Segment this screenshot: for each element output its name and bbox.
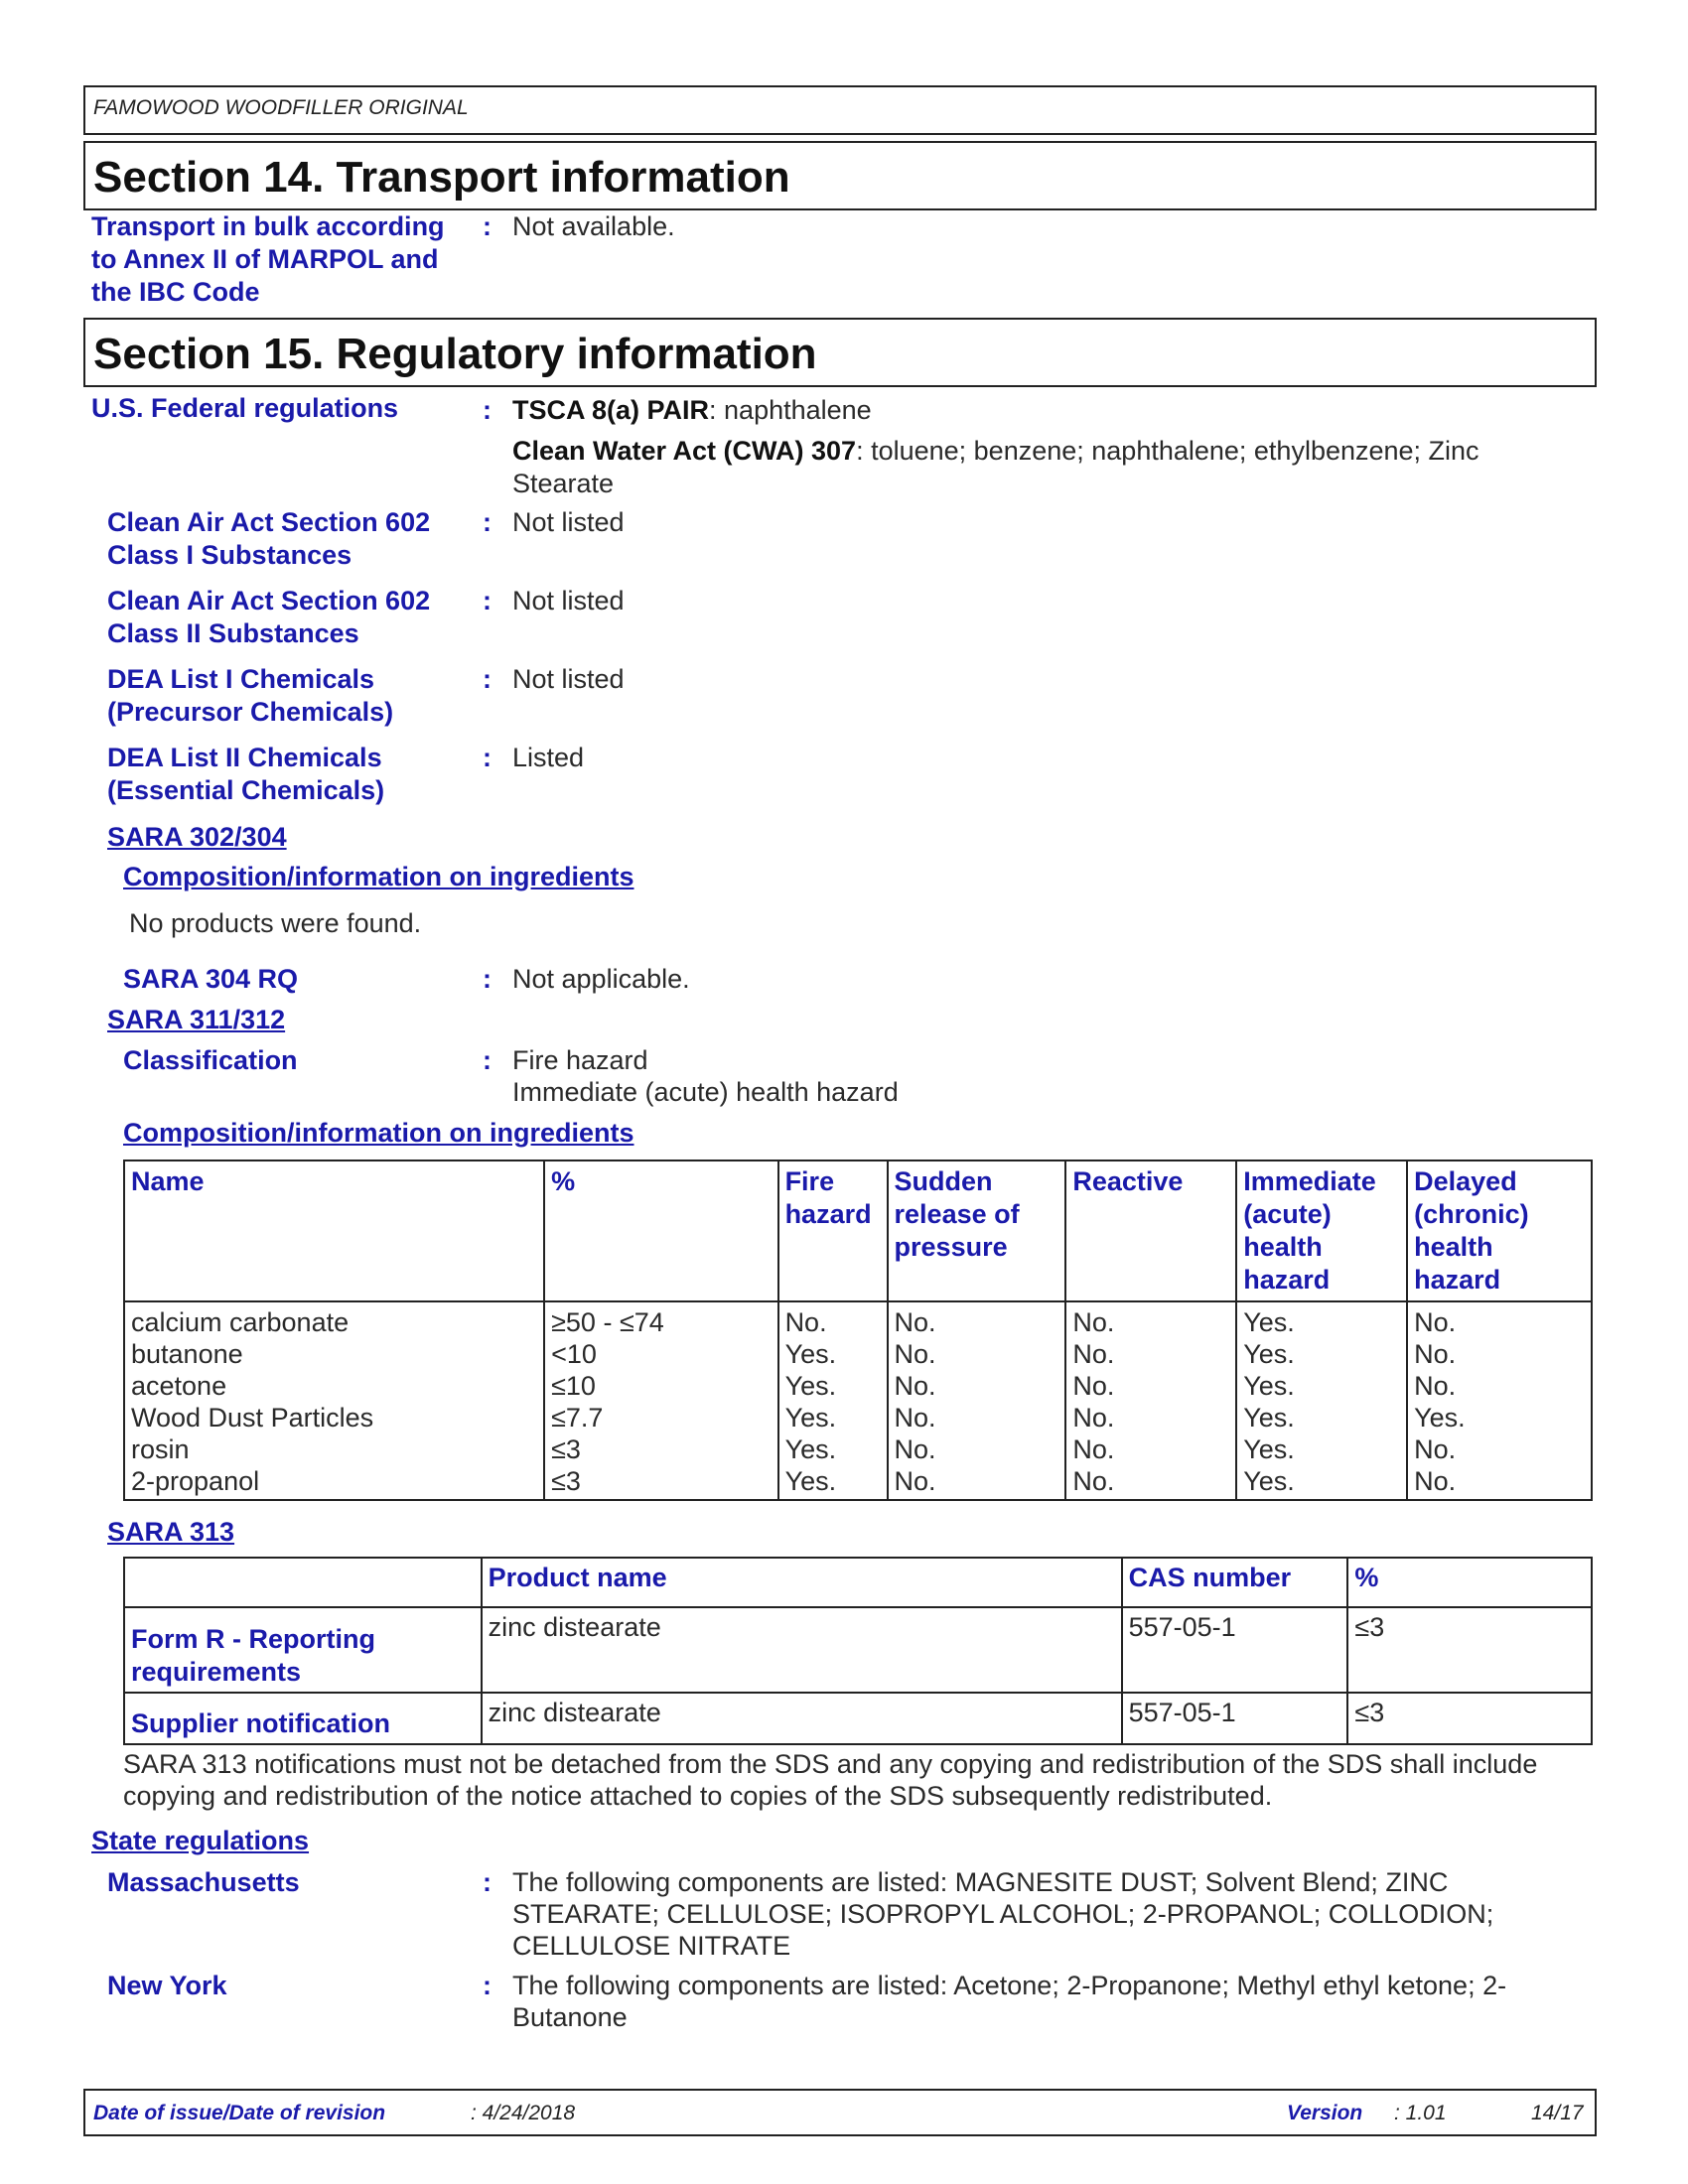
- cell: ≤10: [544, 1370, 777, 1402]
- caa-class-2-label: Clean Air Act Section 602 Class II Substances: [107, 586, 431, 648]
- table-row: [124, 1607, 1592, 1693]
- table-row: [124, 1301, 1592, 1338]
- colon: :: [483, 1045, 492, 1075]
- classification-label: Classification: [123, 1045, 298, 1075]
- composition-heading-2: Composition/information on ingredients: [123, 1118, 634, 1148]
- caa-class-1-label: Clean Air Act Section 602 Class I Substances: [107, 507, 431, 570]
- section-14-heading: Section 14. Transport information: [83, 141, 1597, 210]
- row-label-form-r: Form R - Reporting requirements: [124, 1607, 482, 1693]
- cell: Yes.: [1236, 1338, 1407, 1370]
- colon: :: [483, 1971, 492, 2000]
- cell: No.: [1407, 1338, 1592, 1370]
- cell: No.: [1065, 1433, 1236, 1465]
- sara-304-rq-value: Not applicable.: [512, 964, 690, 994]
- section-15-heading: Section 15. Regulatory information: [83, 318, 1597, 387]
- date-value: : 4/24/2018: [471, 2102, 576, 2124]
- sara-311-312-heading: SARA 311/312: [107, 1005, 286, 1034]
- table-header-row: [124, 1558, 1592, 1607]
- col-header-percent: %: [544, 1160, 777, 1301]
- tsca-line: [512, 394, 1555, 427]
- cell: No.: [1407, 1370, 1592, 1402]
- cell: Yes.: [1236, 1433, 1407, 1465]
- cwa-label: Clean Water Act (CWA) 307: [512, 436, 857, 466]
- colon: :: [483, 395, 492, 425]
- col-header-immediate-hazard: Immediate (acute) health hazard: [1236, 1160, 1407, 1301]
- cell: Yes.: [778, 1402, 888, 1433]
- dea-list-2-value: Listed: [512, 743, 585, 772]
- cell: zinc distearate: [482, 1693, 1122, 1744]
- col-header-blank: [124, 1558, 482, 1607]
- dea-list-1-value: Not listed: [512, 664, 625, 694]
- cwa-line: [512, 435, 1525, 500]
- col-header-cas-number: CAS number: [1122, 1558, 1348, 1607]
- new-york-label: New York: [107, 1971, 227, 2000]
- col-header-name: Name: [124, 1160, 544, 1301]
- version-value: : 1.01: [1394, 2102, 1447, 2124]
- col-header-sudden-release: Sudden release of pressure: [888, 1160, 1066, 1301]
- cell: No.: [888, 1402, 1066, 1433]
- col-header-fire-hazard: Fire hazard: [778, 1160, 888, 1301]
- date-label: Date of issue/Date of revision: [93, 2102, 386, 2124]
- cell: Yes.: [1236, 1465, 1407, 1500]
- bulk-transport-label: Transport in bulk according to Annex II of MARPOL and the IBC Code: [91, 211, 445, 307]
- table-row: [124, 1402, 1592, 1433]
- product-name: FAMOWOOD WOODFILLER ORIGINAL: [93, 96, 469, 119]
- cell: No.: [1407, 1465, 1592, 1500]
- table-row: [124, 1693, 1592, 1744]
- cell: No.: [888, 1433, 1066, 1465]
- table-header-row: [124, 1160, 1592, 1301]
- table-row: [124, 1370, 1592, 1402]
- cwa-value: : toluene; benzene; naphthalene; ethylbenzene; Zinc Stearate: [512, 436, 1479, 498]
- cell: No.: [1407, 1433, 1592, 1465]
- col-header-percent: %: [1347, 1558, 1592, 1607]
- cell: 2-propanol: [124, 1465, 544, 1500]
- cell: acetone: [124, 1370, 544, 1402]
- cell: 557-05-1: [1122, 1607, 1348, 1693]
- colon: :: [483, 1867, 492, 1897]
- cell: No.: [1065, 1402, 1236, 1433]
- tsca-value: : naphthalene: [709, 395, 872, 425]
- new-york-value: The following components are listed: Acetone; 2-Propanone; Methyl ethyl ketone; 2-Butanone: [512, 1971, 1507, 2032]
- colon: :: [483, 586, 492, 615]
- cell: rosin: [124, 1433, 544, 1465]
- version-label: Version: [1287, 2102, 1363, 2124]
- colon: :: [483, 507, 492, 537]
- cell: ≤7.7: [544, 1402, 777, 1433]
- cell: <10: [544, 1338, 777, 1370]
- composition-hazard-table: [123, 1160, 1593, 1501]
- table-row: [124, 1433, 1592, 1465]
- no-products-text: No products were found.: [129, 908, 422, 938]
- caa-class-1-value: Not listed: [512, 507, 625, 537]
- cell: No.: [778, 1301, 888, 1338]
- colon: :: [483, 964, 492, 994]
- colon: :: [483, 211, 492, 241]
- cell: zinc distearate: [482, 1607, 1122, 1693]
- massachusetts-label: Massachusetts: [107, 1867, 300, 1897]
- dea-list-1-label: DEA List I Chemicals (Precursor Chemicals): [107, 664, 394, 727]
- sara-313-table: [123, 1557, 1593, 1745]
- cell: ≤3: [544, 1465, 777, 1500]
- cell: No.: [1065, 1465, 1236, 1500]
- cell: ≤3: [1347, 1693, 1592, 1744]
- cell: No.: [888, 1301, 1066, 1338]
- cell: Yes.: [1236, 1370, 1407, 1402]
- sara-304-rq-label: SARA 304 RQ: [123, 964, 299, 994]
- sara-313-heading: SARA 313: [107, 1517, 235, 1547]
- cell: Yes.: [778, 1338, 888, 1370]
- document-header: [83, 85, 1597, 135]
- cell: Yes.: [1407, 1402, 1592, 1433]
- row-label-supplier-notification: Supplier notification: [124, 1693, 482, 1744]
- massachusetts-value: The following components are listed: MAGNESITE DUST; Solvent Blend; ZINC STEARATE; CELLULOSE; ISOPROPYL ALCOHOL; 2-PROPANOL; COLLODION; CELLULOSE NITRATE: [512, 1867, 1494, 1961]
- cell: Yes.: [778, 1370, 888, 1402]
- tsca-label: TSCA 8(a) PAIR: [512, 395, 710, 425]
- classification-value-2: Immediate (acute) health hazard: [512, 1077, 899, 1107]
- cell: calcium carbonate: [124, 1301, 544, 1338]
- cell: Wood Dust Particles: [124, 1402, 544, 1433]
- document-footer: [83, 2089, 1597, 2136]
- col-header-product-name: Product name: [482, 1558, 1122, 1607]
- col-header-delayed-hazard: Delayed (chronic) health hazard: [1407, 1160, 1592, 1301]
- cell: 557-05-1: [1122, 1693, 1348, 1744]
- cell: Yes.: [1236, 1301, 1407, 1338]
- table-row: [124, 1465, 1592, 1500]
- cell: No.: [888, 1465, 1066, 1500]
- page-number: 14/17: [1531, 2102, 1584, 2124]
- table-row: [124, 1338, 1592, 1370]
- dea-list-2-label: DEA List II Chemicals (Essential Chemicals): [107, 743, 385, 805]
- cell: ≤3: [544, 1433, 777, 1465]
- cell: butanone: [124, 1338, 544, 1370]
- cell: No.: [1065, 1370, 1236, 1402]
- col-header-reactive: Reactive: [1065, 1160, 1236, 1301]
- cell: No.: [888, 1338, 1066, 1370]
- cell: No.: [1407, 1301, 1592, 1338]
- state-regulations-heading: State regulations: [91, 1826, 310, 1855]
- sara-313-note: SARA 313 notifications must not be detached from the SDS and any copying and redistribution of the SDS shall include copying and redistribution of the notice attached to copies of the SDS subsequently redistributed.: [123, 1749, 1538, 1811]
- us-federal-label: U.S. Federal regulations: [91, 393, 399, 423]
- colon: :: [483, 743, 492, 772]
- composition-heading-1: Composition/information on ingredients: [123, 862, 634, 891]
- cell: ≤3: [1347, 1607, 1592, 1693]
- caa-class-2-value: Not listed: [512, 586, 625, 615]
- cell: Yes.: [778, 1465, 888, 1500]
- cell: ≥50 - ≤74: [544, 1301, 777, 1338]
- classification-value-1: Fire hazard: [512, 1045, 648, 1075]
- cell: No.: [888, 1370, 1066, 1402]
- bulk-transport-value: Not available.: [512, 211, 675, 241]
- cell: Yes.: [1236, 1402, 1407, 1433]
- colon: :: [483, 664, 492, 694]
- cell: No.: [1065, 1301, 1236, 1338]
- sara-302-304-heading: SARA 302/304: [107, 822, 287, 852]
- cell: No.: [1065, 1338, 1236, 1370]
- cell: Yes.: [778, 1433, 888, 1465]
